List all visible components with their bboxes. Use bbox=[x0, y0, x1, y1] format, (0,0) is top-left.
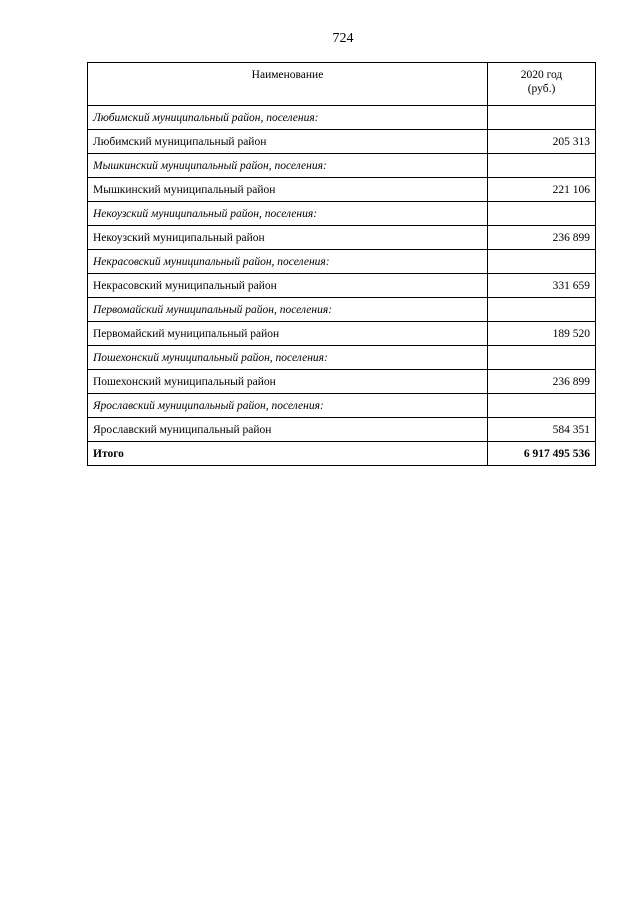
table-row bbox=[88, 346, 596, 370]
row-value: 189 520 bbox=[488, 322, 596, 346]
row-value bbox=[488, 202, 596, 226]
row-value: 331 659 bbox=[488, 274, 596, 298]
row-value bbox=[488, 154, 596, 178]
column-header-unit: (руб.) bbox=[527, 83, 556, 95]
row-name: Ярославский муниципальный район, поселения: bbox=[88, 394, 488, 418]
row-name: Любимский муниципальный район, поселения: bbox=[88, 106, 488, 130]
table-row bbox=[88, 274, 596, 298]
table-row bbox=[88, 130, 596, 154]
table-row bbox=[88, 298, 596, 322]
row-value: 236 899 bbox=[488, 226, 596, 250]
table-row bbox=[88, 322, 596, 346]
row-name: Некоузский муниципальный район, поселения: bbox=[88, 202, 488, 226]
column-header-year bbox=[488, 63, 596, 106]
row-name: Любимский муниципальный район bbox=[88, 130, 488, 154]
column-header-name: Наименование bbox=[88, 63, 488, 106]
row-value bbox=[488, 394, 596, 418]
table-row bbox=[88, 370, 596, 394]
column-header-year-label: 2020 год bbox=[520, 69, 563, 81]
total-row bbox=[88, 442, 596, 466]
table-row bbox=[88, 394, 596, 418]
row-name: Пошехонский муниципальный район, поселения: bbox=[88, 346, 488, 370]
table-row bbox=[88, 250, 596, 274]
table-row bbox=[88, 202, 596, 226]
table-row bbox=[88, 226, 596, 250]
budget-table bbox=[87, 62, 596, 466]
table-row bbox=[88, 418, 596, 442]
row-value bbox=[488, 106, 596, 130]
table-row bbox=[88, 178, 596, 202]
row-value bbox=[488, 346, 596, 370]
row-value bbox=[488, 250, 596, 274]
table-row bbox=[88, 106, 596, 130]
row-name: Некрасовский муниципальный район, поселения: bbox=[88, 250, 488, 274]
row-value: 584 351 bbox=[488, 418, 596, 442]
table-body bbox=[88, 106, 596, 466]
row-name: Некрасовский муниципальный район bbox=[88, 274, 488, 298]
table-row bbox=[88, 154, 596, 178]
page-number: 724 bbox=[332, 31, 354, 46]
row-value: 221 106 bbox=[488, 178, 596, 202]
row-value: 236 899 bbox=[488, 370, 596, 394]
row-name: Первомайский муниципальный район, поселения: bbox=[88, 298, 488, 322]
row-name: Мышкинский муниципальный район, поселения: bbox=[88, 154, 488, 178]
row-name: Первомайский муниципальный район bbox=[88, 322, 488, 346]
row-value bbox=[488, 298, 596, 322]
row-name: Некоузский муниципальный район bbox=[88, 226, 488, 250]
row-name: Мышкинский муниципальный район bbox=[88, 178, 488, 202]
table-header-row bbox=[88, 63, 596, 106]
total-label: Итого bbox=[88, 442, 488, 466]
row-name: Пошехонский муниципальный район bbox=[88, 370, 488, 394]
row-value: 205 313 bbox=[488, 130, 596, 154]
row-name: Ярославский муниципальный район bbox=[88, 418, 488, 442]
total-value: 6 917 495 536 bbox=[488, 442, 596, 466]
